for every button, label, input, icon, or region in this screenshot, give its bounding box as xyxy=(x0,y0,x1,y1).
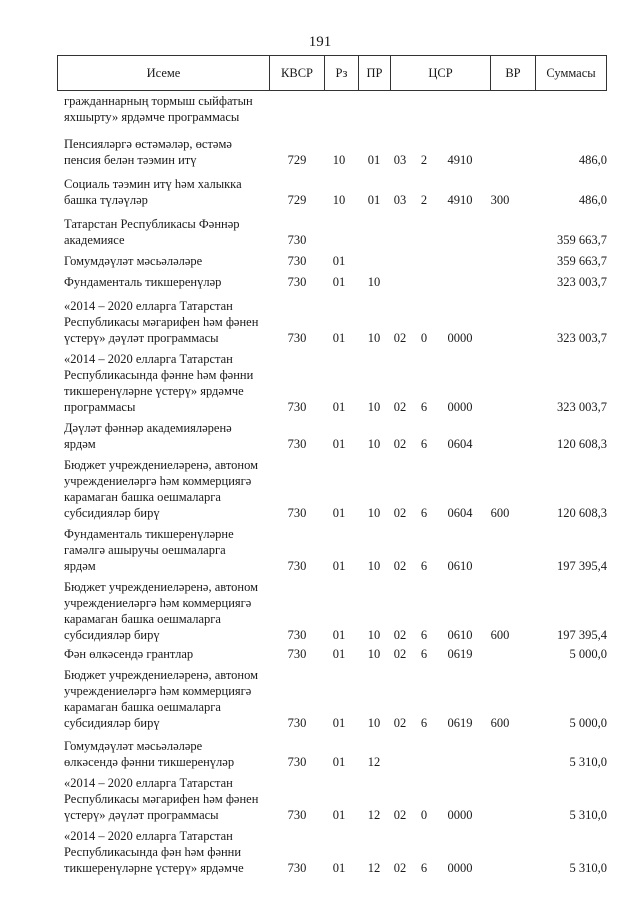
row-name xyxy=(57,828,265,876)
cell-pr: 10 xyxy=(367,437,381,451)
row-name xyxy=(57,136,265,168)
cell-kvsr: 730 xyxy=(287,559,307,573)
row-name xyxy=(57,775,265,823)
cell-sum: 323 003,7 xyxy=(557,275,607,289)
row-name-line: яхшырту» ярдәмче программасы xyxy=(64,110,240,124)
cell-pr: 10 xyxy=(367,275,381,289)
cell-csr2: 2 xyxy=(420,193,428,207)
row-name-line: үстерү» дәүләт программасы xyxy=(64,808,219,822)
row-name-line: карамаган башка оешмаларга xyxy=(64,700,221,714)
row-name-line: гамәлгә ашыручы оешмаларга xyxy=(64,543,226,557)
table-body xyxy=(57,93,607,876)
header-csr: ЦСР xyxy=(391,56,491,90)
cell-rz: 01 xyxy=(332,628,346,642)
cell-pr: 12 xyxy=(367,808,381,822)
cell-pr: 10 xyxy=(367,506,381,520)
table-row xyxy=(57,738,607,770)
cell-csr1: 02 xyxy=(393,716,407,730)
cell-csr3: 0619 xyxy=(447,647,473,661)
row-name-line: учреждениеләргә һәм коммерциягә xyxy=(64,474,252,488)
row-name xyxy=(57,298,265,346)
cell-rz: 01 xyxy=(332,275,346,289)
cell-csr2: 6 xyxy=(420,647,428,661)
row-name-line: Дәүләт фәннәр академияләренә xyxy=(64,421,232,435)
cell-sum: 120 608,3 xyxy=(557,437,607,451)
cell-csr1: 02 xyxy=(393,437,407,451)
row-name-line: Пенсияләргә өстәмәләр, өстәмә xyxy=(64,137,232,151)
row-name xyxy=(57,216,265,248)
cell-sum: 197 395,4 xyxy=(557,628,607,642)
row-name-line: академиясе xyxy=(64,233,125,247)
cell-csr1: 02 xyxy=(393,506,407,520)
row-name xyxy=(57,420,265,452)
cell-vr: 600 xyxy=(490,628,510,642)
header-name: Исеме xyxy=(58,56,270,90)
cell-sum: 359 663,7 xyxy=(557,233,607,247)
cell-csr1: 02 xyxy=(393,808,407,822)
cell-csr2: 0 xyxy=(420,331,428,345)
row-name-line: башка түләүләр xyxy=(64,193,148,207)
row-name-line: Бюджет учреждениеләренә, автоном xyxy=(64,668,259,682)
cell-csr3: 0000 xyxy=(447,861,473,875)
cell-kvsr: 729 xyxy=(287,153,307,167)
cell-csr2: 6 xyxy=(420,559,428,573)
row-name-line: Бюджет учреждениеләренә, автоном xyxy=(64,458,259,472)
header-rz: Рз xyxy=(325,56,359,90)
cell-csr2: 6 xyxy=(420,506,428,520)
table-header xyxy=(57,55,607,91)
cell-pr: 01 xyxy=(367,153,381,167)
table-row xyxy=(57,420,607,452)
cell-kvsr: 730 xyxy=(287,861,307,875)
table-row xyxy=(57,298,607,346)
row-name-line: Социаль тәэмин итү һәм халыкка xyxy=(64,177,242,191)
table-row xyxy=(57,646,607,662)
cell-kvsr: 730 xyxy=(287,506,307,520)
cell-rz: 10 xyxy=(332,153,346,167)
row-name-line: учреждениеләргә һәм коммерциягә xyxy=(64,684,252,698)
cell-rz: 01 xyxy=(332,400,346,414)
row-name-line: Фән өлкәсендә грантлар xyxy=(64,647,194,661)
row-name xyxy=(57,667,265,731)
cell-kvsr: 730 xyxy=(287,647,307,661)
cell-csr3: 0604 xyxy=(447,437,473,451)
cell-kvsr: 730 xyxy=(287,755,307,769)
cell-sum: 5 310,0 xyxy=(569,861,607,875)
table-row xyxy=(57,667,607,731)
row-name xyxy=(57,579,265,643)
cell-csr1: 02 xyxy=(393,628,407,642)
table-row xyxy=(57,274,607,290)
row-name xyxy=(57,457,265,521)
cell-rz: 01 xyxy=(332,506,346,520)
cell-csr1: 03 xyxy=(393,193,407,207)
cell-csr3: 4910 xyxy=(447,193,473,207)
cell-kvsr: 729 xyxy=(287,193,307,207)
cell-csr1: 03 xyxy=(393,153,407,167)
row-name-line: ярдәм xyxy=(64,559,96,573)
row-name xyxy=(57,526,265,574)
cell-csr3: 0000 xyxy=(447,808,473,822)
table-row xyxy=(57,136,607,168)
cell-csr1: 02 xyxy=(393,331,407,345)
cell-pr: 10 xyxy=(367,559,381,573)
cell-pr: 12 xyxy=(367,861,381,875)
row-name-line: пенсия белән тәэмин итү xyxy=(64,153,197,167)
cell-kvsr: 730 xyxy=(287,254,307,268)
table-row xyxy=(57,351,607,415)
cell-sum: 5 310,0 xyxy=(569,755,607,769)
header-sum: Суммасы xyxy=(546,66,596,80)
cell-pr: 01 xyxy=(367,193,381,207)
cell-sum: 120 608,3 xyxy=(557,506,607,520)
row-name-line: ярдәм xyxy=(64,437,96,451)
cell-sum: 5 000,0 xyxy=(569,716,607,730)
row-name-line: субсидияләр бирү xyxy=(64,716,160,730)
cell-sum: 323 003,7 xyxy=(557,400,607,414)
row-name-line: Республикасы мәгарифен һәм фәнен xyxy=(64,315,259,329)
cell-kvsr: 730 xyxy=(287,628,307,642)
row-name-line: «2014 – 2020 елларга Татарстан xyxy=(64,829,233,843)
row-name-line: «2014 – 2020 елларга Татарстан xyxy=(64,352,233,366)
cell-sum: 5 310,0 xyxy=(569,808,607,822)
cell-csr3: 0619 xyxy=(447,716,473,730)
cell-pr: 10 xyxy=(367,647,381,661)
cell-csr2: 6 xyxy=(420,861,428,875)
cell-rz: 01 xyxy=(332,647,346,661)
cell-csr1: 02 xyxy=(393,559,407,573)
table-row xyxy=(57,579,607,643)
cell-rz: 01 xyxy=(332,716,346,730)
row-name xyxy=(57,274,265,290)
row-name-line: Республикасында фән һәм фәнни xyxy=(64,845,242,859)
row-name-line: Фундаменталь тикшеренүләрне xyxy=(64,527,234,541)
cell-pr: 10 xyxy=(367,716,381,730)
cell-vr: 600 xyxy=(490,506,510,520)
cell-csr1: 02 xyxy=(393,647,407,661)
cell-pr: 10 xyxy=(367,628,381,642)
row-name xyxy=(57,738,265,770)
row-name xyxy=(57,351,265,415)
table-row xyxy=(57,775,607,823)
table-row xyxy=(57,93,607,125)
cell-rz: 01 xyxy=(332,559,346,573)
cell-csr3: 0000 xyxy=(447,400,473,414)
cell-kvsr: 730 xyxy=(287,808,307,822)
cell-rz: 10 xyxy=(332,193,346,207)
cell-vr: 600 xyxy=(490,716,510,730)
cell-kvsr: 730 xyxy=(287,716,307,730)
row-name-line: Фундаменталь тикшеренүләр xyxy=(64,275,222,289)
table-row xyxy=(57,457,607,521)
table-row xyxy=(57,216,607,248)
cell-csr3: 4910 xyxy=(447,153,473,167)
cell-csr2: 0 xyxy=(420,808,428,822)
cell-csr2: 6 xyxy=(420,400,428,414)
cell-csr2: 6 xyxy=(420,628,428,642)
row-name xyxy=(57,93,265,125)
table-row xyxy=(57,176,607,208)
row-name xyxy=(57,646,265,662)
cell-kvsr: 730 xyxy=(287,437,307,451)
cell-kvsr: 730 xyxy=(287,275,307,289)
cell-csr2: 6 xyxy=(420,716,428,730)
cell-csr3: 0604 xyxy=(447,506,473,520)
row-name-line: Республикасында фәнне һәм фәнни xyxy=(64,368,254,382)
table-row xyxy=(57,526,607,574)
table-row xyxy=(57,253,607,269)
cell-sum: 197 395,4 xyxy=(557,559,607,573)
cell-vr: 300 xyxy=(490,193,510,207)
row-name-line: Татарстан Республикасы Фәннәр xyxy=(64,217,240,231)
row-name-line: «2014 – 2020 елларга Татарстан xyxy=(64,299,233,313)
row-name-line: субсидияләр бирү xyxy=(64,506,160,520)
row-name-line: өлкәсендә фәнни тикшеренүләр xyxy=(64,755,235,769)
header-vr: ВР xyxy=(491,56,536,90)
cell-kvsr: 730 xyxy=(287,233,307,247)
cell-csr3: 0000 xyxy=(447,331,473,345)
cell-csr1: 02 xyxy=(393,400,407,414)
cell-sum: 486,0 xyxy=(578,193,607,207)
cell-pr: 12 xyxy=(367,755,381,769)
cell-csr3: 0610 xyxy=(447,559,473,573)
row-name-line: программасы xyxy=(64,400,136,414)
row-name-line: карамаган башка оешмаларга xyxy=(64,490,221,504)
row-name-line: үстерү» дәүләт программасы xyxy=(64,331,219,345)
row-name-line: Республикасы мәгарифен һәм фәнен xyxy=(64,792,259,806)
cell-pr: 10 xyxy=(367,400,381,414)
cell-kvsr: 730 xyxy=(287,331,307,345)
cell-sum: 486,0 xyxy=(578,153,607,167)
cell-sum: 323 003,7 xyxy=(557,331,607,345)
cell-csr3: 0610 xyxy=(447,628,473,642)
page-number: 191 xyxy=(308,34,332,50)
table-row xyxy=(57,828,607,876)
cell-rz: 01 xyxy=(332,808,346,822)
cell-kvsr: 730 xyxy=(287,400,307,414)
header-pr: ПР xyxy=(359,56,391,90)
row-name-line: тикшеренүләрне үстерү» ярдәмче xyxy=(64,861,244,875)
row-name-line: Бюджет учреждениеләренә, автоном xyxy=(64,580,259,594)
row-name-line: Гомумдәүләт мәсьәләләре xyxy=(64,739,203,753)
cell-pr: 10 xyxy=(367,331,381,345)
cell-sum: 5 000,0 xyxy=(569,647,607,661)
row-name-line: Гомумдәүләт мәсьәләләре xyxy=(64,254,203,268)
cell-csr2: 6 xyxy=(420,437,428,451)
cell-csr1: 02 xyxy=(393,861,407,875)
row-name-line: учреждениеләргә һәм коммерциягә xyxy=(64,596,252,610)
row-name-line: субсидияләр бирү xyxy=(64,628,160,642)
row-name-line: карамаган башка оешмаларга xyxy=(64,612,221,626)
row-name-line: гражданнарның тормыш сыйфатын xyxy=(64,94,253,108)
cell-rz: 01 xyxy=(332,254,346,268)
cell-rz: 01 xyxy=(332,331,346,345)
cell-rz: 01 xyxy=(332,437,346,451)
row-name-line: «2014 – 2020 елларга Татарстан xyxy=(64,776,233,790)
header-kvsr: КВСР xyxy=(270,56,325,90)
cell-sum: 359 663,7 xyxy=(557,254,607,268)
cell-rz: 01 xyxy=(332,861,346,875)
row-name xyxy=(57,176,265,208)
row-name-line: тикшеренүләрне үстерү» ярдәмче xyxy=(64,384,244,398)
row-name xyxy=(57,253,265,269)
cell-rz: 01 xyxy=(332,755,346,769)
cell-csr2: 2 xyxy=(420,153,428,167)
